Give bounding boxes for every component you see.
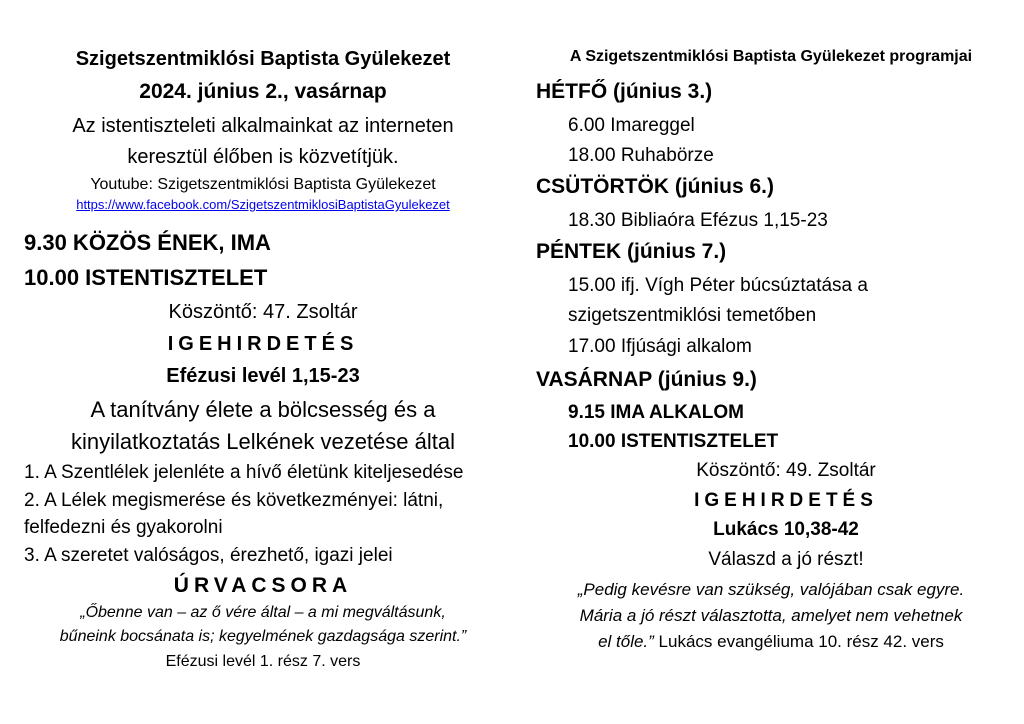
day-heading-monday: HÉTFŐ (június 3.) (536, 80, 713, 103)
stream-line-2: keresztül élőben is közvetítjük. (127, 146, 399, 168)
program-item: 18.00 Ruhabörze (568, 145, 714, 166)
program-item: 17.00 Ifjúsági alkalom (568, 336, 752, 357)
quote-reference: Lukács evangéliuma 10. rész 42. vers (653, 632, 944, 651)
sermon-theme-line-1: A tanítvány élete a bölcsesség és a (90, 397, 436, 422)
day-heading-thursday: CSÜTÖRTÖK (június 6.) (536, 175, 774, 198)
quote-line-2: bűneink bocsánata is; kegyelmének gazdagsága szerint.” (59, 628, 467, 645)
quote-line-1: „Őbenne van – az ő vére által – a mi megváltásunk, (80, 604, 446, 621)
quote-ending: el tőle.” (598, 632, 654, 651)
quote-line-2: Mária a jó részt választotta, amelyet nem vehetnek (579, 606, 963, 625)
sermon-scripture: Efézusi levél 1,15-23 (166, 365, 360, 387)
program-item: 9.15 IMA ALKALOM (568, 402, 744, 423)
facebook-link-wrap (22, 196, 504, 214)
sermon-label: IGEHIRDETÉS (167, 333, 359, 355)
greeting-psalm: Köszöntő: 49. Zsoltár (696, 460, 876, 481)
sermon-point: 1. A Szentlélek jelenléte a hívő életünk kiteljesedése (24, 462, 464, 483)
program-item: 18.30 Bibliaóra Efézus 1,15-23 (568, 210, 828, 231)
program-item: 6.00 Imareggel (568, 115, 695, 136)
day-heading-sunday: VASÁRNAP (június 9.) (536, 368, 757, 391)
sermon-point: 3. A szeretet valóságos, érezhető, igazi jelei (24, 545, 393, 566)
sermon-point: felfedezni és gyakorolni (24, 517, 223, 538)
sermon-label: IGEHIRDETÉS (694, 490, 878, 511)
service-date: 2024. június 2., vasárnap (139, 80, 387, 103)
greeting-psalm: Köszöntő: 47. Zsoltár (168, 301, 358, 323)
quote-line-3 (530, 632, 1012, 652)
program-item: 10.00 ISTENTISZTELET (568, 431, 779, 452)
facebook-link[interactable]: https://www.facebook.com/SzigetszentmiklosiBaptistaGyulekezet (76, 197, 450, 212)
schedule-prayer: 9.30 KÖZÖS ÉNEK, IMA (24, 230, 271, 255)
sermon-scripture: Lukács 10,38-42 (713, 519, 859, 540)
youtube-channel: Youtube: Szigetszentmiklósi Baptista Gyülekezet (90, 176, 436, 193)
quote-line-1: „Pedig kevésre van szükség, valójában csak egyre. (577, 580, 965, 599)
sermon-theme: Válaszd a jó részt! (708, 549, 864, 570)
sermon-point: 2. A Lélek megismerése és következményei: látni, (24, 490, 444, 511)
day-heading-friday: PÉNTEK (június 7.) (536, 240, 727, 263)
quote-reference: Efézusi levél 1. rész 7. vers (165, 653, 361, 670)
sermon-theme-line-2: kinyilatkoztatás Lelkének vezetése által (71, 429, 455, 454)
schedule-service: 10.00 ISTENTISZTELET (24, 265, 268, 290)
program-item: szigetszentmiklósi temetőben (568, 305, 817, 326)
stream-line-1: Az istentiszteleti alkalmainkat az interneten (72, 115, 454, 137)
programs-title: A Szigetszentmiklósi Baptista Gyülekezet programjai (569, 48, 973, 65)
communion-label: ÚRVACSORA (173, 574, 353, 597)
church-name: Szigetszentmiklósi Baptista Gyülekezet (75, 48, 451, 70)
program-item: 15.00 ifj. Vígh Péter búcsúztatása a (568, 275, 868, 296)
